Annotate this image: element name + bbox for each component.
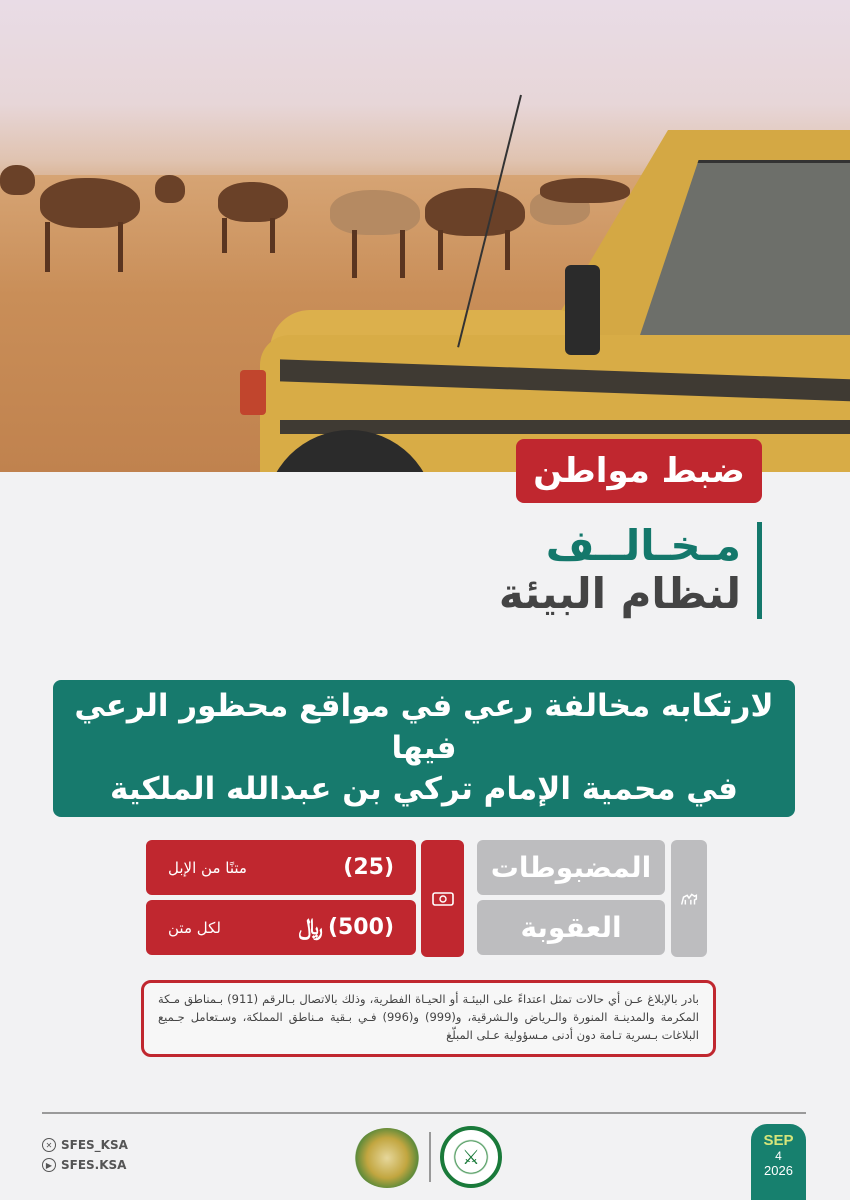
violation-banner: [53, 680, 795, 817]
date-badge: [751, 1124, 806, 1200]
youtube-icon: ▶: [42, 1158, 56, 1172]
title-line-2: لنظام البيئة: [498, 569, 741, 619]
seized-unit: متنًا من الإبل: [168, 858, 247, 877]
date-year: 2026: [764, 1163, 793, 1178]
penalty-amount: (500): [327, 915, 394, 940]
social-handles: [42, 1138, 128, 1178]
social-x[interactable]: [42, 1138, 128, 1152]
footer-divider: [42, 1112, 806, 1114]
title-line-1: مـخـالــف: [545, 521, 741, 570]
x-handle: SFES_KSA: [61, 1138, 128, 1152]
headline-tag: ضبط مواطن: [516, 439, 762, 503]
x-icon: ✕: [42, 1138, 56, 1152]
banner-line-1: لارتكابه مخالفة رعي في مواقع محظور الرعي فيها: [74, 687, 774, 766]
camel-figure: [0, 165, 35, 195]
camel-icon: [671, 840, 707, 957]
logo-separator: [429, 1132, 431, 1182]
penalty-unit: لكل متن: [168, 918, 221, 937]
date-day: 4: [775, 1149, 782, 1163]
youtube-handle: SFES.KSA: [61, 1158, 127, 1172]
money-icon: [421, 840, 464, 957]
penalty-amount-box: [146, 900, 416, 955]
violation-title: [499, 522, 762, 619]
side-mirror: [565, 265, 600, 355]
banner-line-2: في محمية الإمام تركي بن عبدالله الملكية: [110, 771, 738, 808]
hero-photo: [0, 0, 850, 472]
date-month: SEP: [763, 1132, 794, 1149]
report-notice: بادر بالإبلاغ عـن أي حالات تمثل اعتداءً على البيئـة أو الحيـاة الفطرية، وذلك بالاتصال بـالرقم (911) بـمناطق مـكة المكرمة والمدينـة المنورة والـرياض والـشرقية، و(999) و(996) فـي بـقية مـناطق المملكة، وسـتعامل جـميع البلاغات بـسرية تـامة دون أدنى مـسؤولية عـلى المبلّغ: [141, 980, 716, 1057]
social-youtube[interactable]: [42, 1158, 128, 1172]
riyal-symbol: ﷼: [298, 915, 323, 940]
seized-label: المضبوطات: [477, 840, 665, 895]
seized-count: (25): [343, 855, 394, 880]
saudi-emblem-logo: [354, 1128, 420, 1188]
patrol-truck: [240, 120, 850, 472]
camel-figure: [40, 178, 140, 228]
penalty-label: العقوبة: [477, 900, 665, 955]
seized-count-box: [146, 840, 416, 895]
camel-figure: [155, 175, 185, 203]
environmental-security-logo: ⚔: [440, 1126, 502, 1188]
